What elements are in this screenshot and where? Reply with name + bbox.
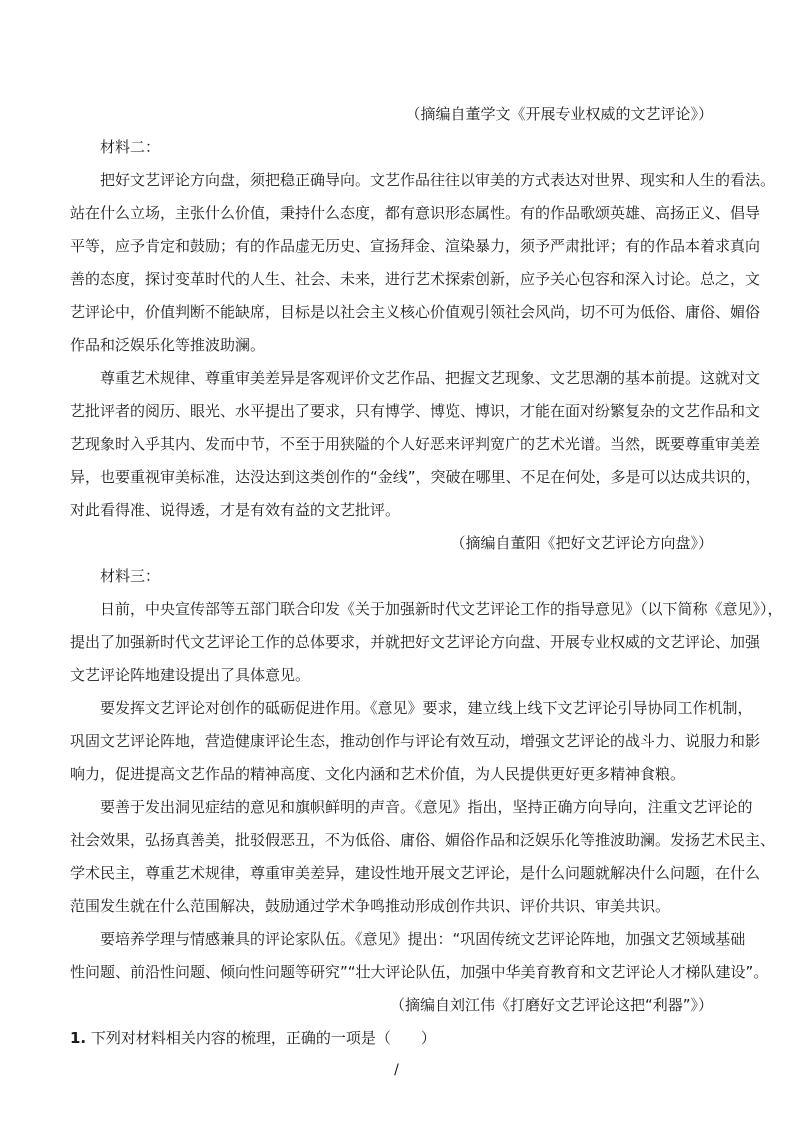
- paragraph-line: 要善于发出洞见症结的意见和旗帜鲜明的声音。《意见》指出，坚持正确方向导向，注重文艺评论的: [100, 798, 753, 816]
- paragraph-line: 善的态度，探讨变革时代的人生、社会、未来，进行艺术探索创新，应予关心包容和深入讨论。总之，文: [70, 270, 761, 288]
- paragraph-line: 尊重艺术规律、尊重审美差异是客观评价文艺作品、把握文艺现象、文艺思潮的基本前提。这就对文: [100, 369, 761, 387]
- source-citation-2: （摘编自董阳《把好文艺评论方向盘》）: [450, 534, 713, 552]
- paragraph-line: 提出了加强新时代文艺评论工作的总体要求，并就把好文艺评论方向盘、开展专业权威的文艺评论、加强: [70, 633, 761, 651]
- paragraph-line: 学术民主，尊重艺术规律，尊重审美差异，建设性地开展文艺评论，是什么问题就解决什么问题，在什么: [70, 864, 761, 882]
- paragraph-line: 站在什么立场，主张什么价值，秉持什么态度，都有意识形态属性。有的作品歌颂英雄、高扬正义、倡导: [70, 204, 761, 222]
- paragraph-line: 平等，应予肯定和鼓励；有的作品虚无历史、宣扬拜金、渲染暴力，须予严肃批评；有的作品本着求真向: [70, 237, 761, 255]
- paragraph-line: 要发挥文艺评论对创作的砥砺促进作用。《意见》要求，建立线上线下文艺评论引导协同工作机制，: [100, 699, 753, 717]
- paragraph-line: 日前，中央宣传部等五部门联合印发《关于加强新时代文艺评论工作的指导意见》（以下简称《意见》），: [100, 600, 783, 618]
- paragraph-line: 艺现象时入乎其内、发而中节，不至于用狭隘的个人好恶来评判宽广的艺术光谱。当然，既要尊重审美差: [70, 435, 761, 453]
- page-number: /: [394, 1062, 399, 1078]
- paragraph-line: 把好文艺评论方向盘，须把稳正确导向。文艺作品往往以审美的方式表达对世界、现实和人生的看法。: [100, 171, 776, 189]
- material-3-heading: 材料三：: [100, 567, 161, 585]
- question-text: 下列对材料相关内容的梳理，正确的一项是（ ）: [90, 1029, 436, 1047]
- source-citation-3: （摘编自刘江伟《打磨好文艺评论这把“利器”》）: [389, 996, 713, 1014]
- paragraph-line: 要培养学理与情感兼具的评论家队伍。《意见》提出：“巩固传统文艺评论阵地，加强文艺领域基础: [100, 930, 746, 948]
- paragraph-line: 性问题、前沿性问题、倾向性问题等研究”“壮大评论队伍，加强中华美育教育和文艺评论人才梯队建设”。: [70, 963, 769, 981]
- paragraph-line: 社会效果，弘扬真善美，批驳假恶丑，不为低俗、庸俗、媚俗作品和泛娱乐化等推波助澜。发扬艺术民主、: [70, 831, 776, 849]
- paragraph-line: 艺评论中，价值判断不能缺席，目标是以社会主义核心价值观引领社会风尚，切不可为低俗、庸俗、媚俗: [70, 303, 761, 321]
- paragraph-line: 文艺评论阵地建设提出了具体意见。: [70, 666, 311, 684]
- paragraph-line: 艺批评者的阅历、眼光、水平提出了要求，只有博学、博览、博识，才能在面对纷繁复杂的文艺作品和文: [70, 402, 761, 420]
- question-1: [70, 1028, 730, 1048]
- question-number: 1.: [70, 1029, 87, 1047]
- paragraph-line: 异，也要重视审美标准，达没达到这类创作的“金线”，突破在哪里、不足在何处，多是可以达成共识的，: [70, 468, 761, 486]
- source-citation-1: （摘编自董学文《开展专业权威的文艺评论》）: [405, 105, 713, 123]
- material-2-heading: 材料二：: [100, 138, 161, 156]
- paragraph-line: 巩固文艺评论阵地，营造健康评论生态，推动创作与评论有效互动，增强文艺评论的战斗力、说服力和影: [70, 732, 761, 750]
- paragraph-line: 范围发生就在什么范围解决，鼓励通过学术争鸣推动形成创作共识、评价共识、审美共识。: [70, 897, 671, 915]
- paragraph-line: 响力，促进提高文艺作品的精神高度、文化内涵和艺术价值，为人民提供更好更多精神食粮。: [70, 765, 686, 783]
- paragraph-line: 作品和泛娱乐化等推波助澜。: [70, 336, 266, 354]
- paragraph-line: 对此看得准、说得透，才是有效有益的文艺批评。: [70, 501, 401, 519]
